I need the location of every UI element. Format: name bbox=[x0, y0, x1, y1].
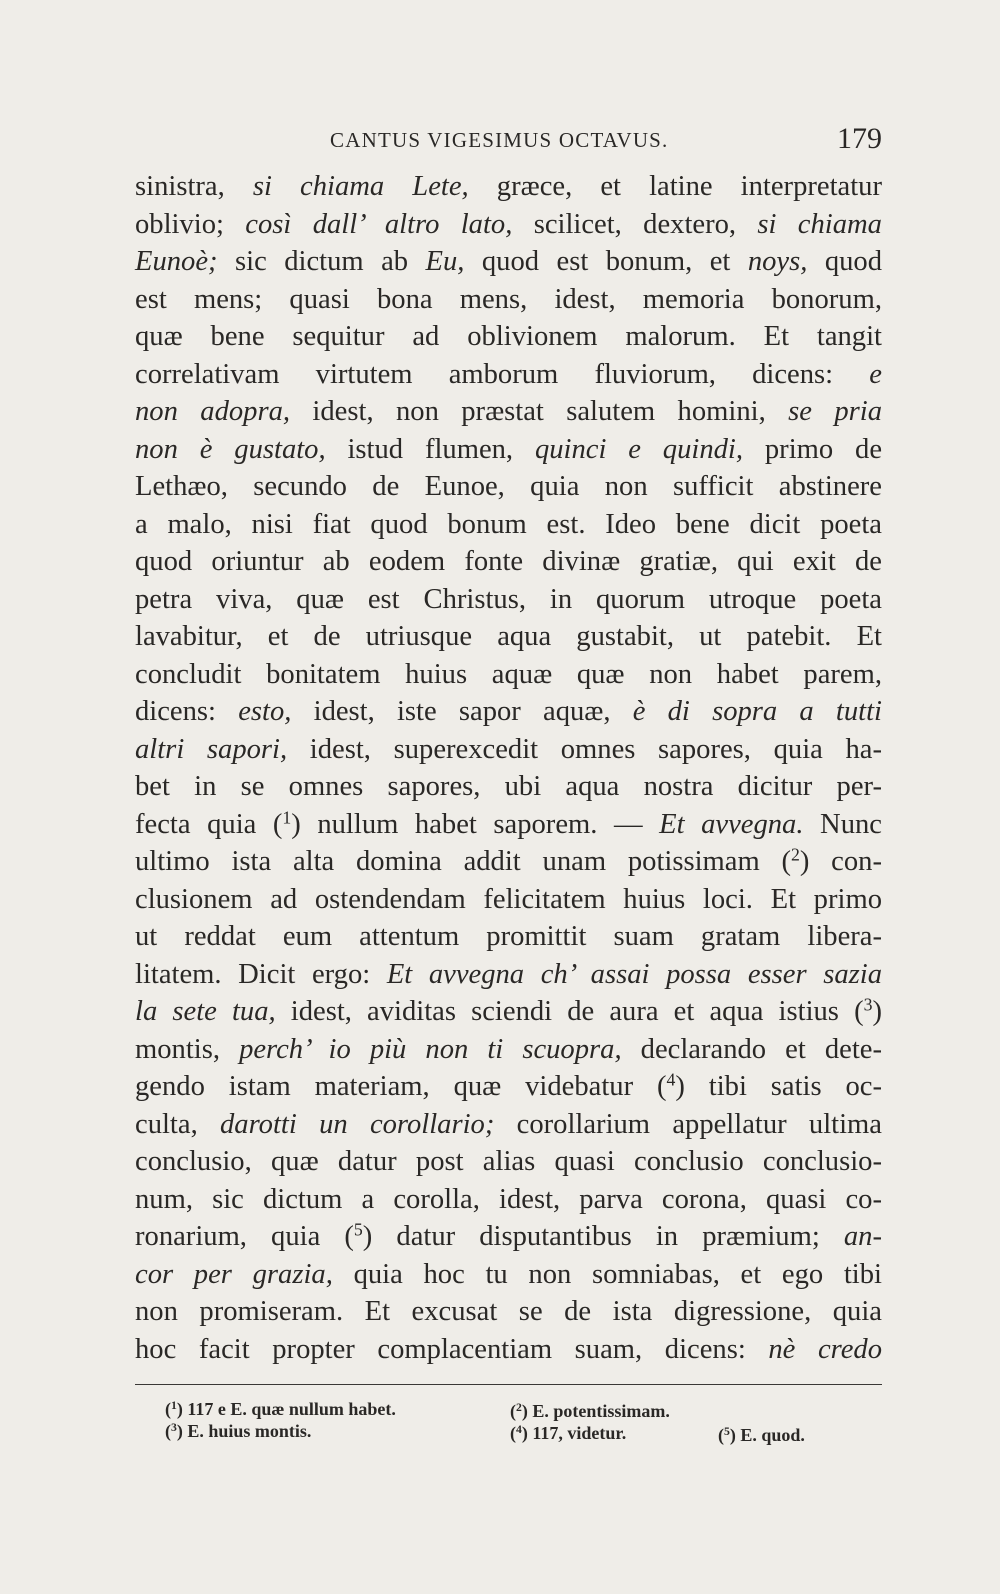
text-line bbox=[135, 356, 882, 394]
italic-quote: si chiama bbox=[757, 208, 882, 240]
body-text bbox=[135, 168, 882, 1368]
text-run: primo de bbox=[743, 433, 883, 465]
footnote-1: ($^1$) 117 e E. quæ nullum habet. bbox=[165, 1399, 396, 1419]
text-run: concludit bonitatem huius aquæ quæ non habet parem, bbox=[135, 658, 882, 690]
text-run: declarando et dete- bbox=[621, 1033, 882, 1065]
italic-quote: darotti un corollario; bbox=[220, 1108, 495, 1140]
text-run: idest, iste sapor aquæ, bbox=[291, 696, 633, 727]
text-run: sic dictum ab bbox=[217, 246, 426, 277]
italic-quote: altri sapori, bbox=[135, 733, 288, 765]
text-line bbox=[135, 468, 882, 506]
footnote-ref: 2 bbox=[791, 844, 800, 865]
text-run: non promiseram. Et excusat se de ista digressione, quia bbox=[135, 1296, 882, 1327]
text-run: gendo istam materiam, quæ videbatur ( bbox=[135, 1071, 667, 1102]
text-run: quod bbox=[807, 246, 883, 277]
footnote-text: 117, videtur. bbox=[532, 1423, 627, 1443]
text-run: correlativam virtutem amborum fluviorum, dicens: bbox=[135, 358, 870, 390]
footnote-divider bbox=[135, 1384, 882, 1385]
text-line bbox=[135, 768, 882, 806]
text-run: petra viva, quæ est Christus, in quorum utroque poeta bbox=[135, 583, 882, 615]
text-line bbox=[135, 243, 882, 281]
text-run: culta, bbox=[135, 1108, 220, 1140]
footnote-3: ($^3$) E. huius montis. bbox=[165, 1421, 312, 1441]
text-line bbox=[135, 1256, 882, 1294]
italic-quote: Et avvegna ch’ assai possa esser sazia bbox=[386, 958, 883, 990]
italic-quote: cor per grazia, bbox=[135, 1258, 333, 1290]
text-run: bet in se omnes sapores, ubi aqua nostra dicitur per- bbox=[135, 771, 882, 802]
text-run: Nunc bbox=[803, 808, 882, 840]
text-line bbox=[135, 1331, 882, 1369]
text-run: fecta quia ( bbox=[135, 808, 283, 840]
text-line bbox=[135, 1106, 882, 1144]
text-run: ) tibi satis oc- bbox=[675, 1071, 882, 1102]
text-line bbox=[135, 843, 882, 881]
italic-quote: se pria bbox=[788, 396, 882, 427]
text-run: conclusio, quæ datur post alias quasi conclusio conclusio- bbox=[135, 1146, 882, 1177]
text-line bbox=[135, 206, 882, 244]
text-line bbox=[135, 506, 882, 544]
text-run: dicens: bbox=[135, 696, 239, 727]
text-run: idest, aviditas sciendi de aura et aqua istius ( bbox=[275, 996, 864, 1027]
text-line bbox=[135, 956, 882, 994]
text-line bbox=[135, 318, 882, 356]
text-run: oblivio; bbox=[135, 208, 246, 240]
text-run: ultimo ista alta domina addit unam potissimam ( bbox=[135, 846, 792, 877]
text-line bbox=[135, 1218, 882, 1256]
text-line bbox=[135, 431, 882, 469]
text-run: corollarium appellatur ultima bbox=[494, 1108, 882, 1140]
footnote-ref: 1 bbox=[282, 806, 292, 827]
text-line bbox=[135, 1031, 882, 1069]
text-run: ronarium, quia ( bbox=[135, 1221, 354, 1252]
footnote-4: ($^4$) 117, videtur. bbox=[510, 1423, 627, 1443]
text-run: scilicet, dextero, bbox=[512, 208, 758, 240]
text-line bbox=[135, 693, 882, 731]
italic-quote: così dall’ altro lato, bbox=[245, 208, 513, 240]
footnote-text: E. huius montis. bbox=[187, 1421, 312, 1441]
italic-quote: è di sopra a tutti bbox=[632, 696, 882, 727]
text-run: ut reddat eum attentum promittit suam gratam libera- bbox=[135, 921, 882, 952]
text-run: quæ bene sequitur ad oblivionem malorum. Et tangit bbox=[135, 321, 882, 352]
text-run: montis, bbox=[135, 1033, 240, 1065]
italic-quote: esto, bbox=[238, 696, 292, 727]
italic-quote: quinci e quindi, bbox=[534, 433, 744, 465]
text-run: num, sic dictum a corolla, idest, parva corona, quasi co- bbox=[135, 1183, 882, 1215]
text-run: quod oriuntur ab eodem fonte divinæ gratiæ, qui exit de bbox=[135, 546, 882, 577]
text-run: a malo, nisi fiat quod bonum est. Ideo bene dicit poeta bbox=[135, 508, 882, 540]
text-line bbox=[135, 1181, 882, 1219]
italic-quote: perch’ io più non ti scuopra, bbox=[239, 1033, 622, 1065]
text-line bbox=[135, 581, 882, 619]
italic-quote: Eu, bbox=[425, 246, 465, 277]
running-title: CANTUS VIGESIMUS OCTAVUS. bbox=[330, 128, 669, 152]
text-line bbox=[135, 918, 882, 956]
text-run: istud flumen, bbox=[325, 433, 535, 465]
text-line bbox=[135, 1068, 882, 1106]
italic-quote: non è gustato, bbox=[135, 433, 326, 465]
text-run: ) bbox=[872, 996, 882, 1027]
text-line bbox=[135, 281, 882, 319]
italic-quote: noys, bbox=[747, 246, 808, 277]
italic-quote: e bbox=[869, 358, 882, 390]
page-number: 179 bbox=[837, 122, 882, 155]
text-line bbox=[135, 806, 882, 844]
footnote-ref: 3 bbox=[863, 994, 873, 1015]
footnote-ref: 5 bbox=[353, 1219, 363, 1240]
footnote-2: ($^2$) E. potentissimam. bbox=[510, 1401, 670, 1421]
text-line bbox=[135, 656, 882, 694]
text-run: idest, superexcedit omnes sapores, quia ha- bbox=[287, 733, 882, 765]
text-run: sinistra, bbox=[135, 171, 253, 202]
page-header bbox=[330, 122, 882, 162]
text-run: quia hoc tu non somniabas, et ego tibi bbox=[332, 1258, 882, 1290]
italic-quote: la sete tua, bbox=[135, 996, 276, 1027]
italic-quote: nè credo bbox=[768, 1333, 882, 1365]
text-run: quod est bonum, et bbox=[464, 246, 748, 277]
text-run: idest, non præstat salutem homini, bbox=[290, 396, 789, 427]
text-run: Lethæo, secundo de Eunoe, quia non sufficit abstinere bbox=[135, 471, 882, 502]
text-line bbox=[135, 393, 882, 431]
footnote-text: 117 e E. quæ nullum habet. bbox=[187, 1399, 396, 1419]
footnote-text: E. quod. bbox=[740, 1425, 805, 1445]
text-line bbox=[135, 881, 882, 919]
text-line bbox=[135, 168, 882, 206]
text-run: hoc facit propter complacentiam suam, dicens: bbox=[135, 1333, 769, 1365]
text-line bbox=[135, 1293, 882, 1331]
italic-quote: non adopra, bbox=[135, 396, 291, 427]
text-run: græce, et latine interpretatur bbox=[468, 171, 882, 202]
text-run: litatem. Dicit ergo: bbox=[135, 958, 387, 990]
italic-quote: Et avvegna. bbox=[659, 808, 804, 840]
text-run: est mens; quasi bona mens, idest, memoria bonorum, bbox=[135, 283, 882, 315]
footnote-5: ($^5$) E. quod. bbox=[718, 1425, 805, 1445]
text-run: ) datur disputantibus in præmium; bbox=[362, 1221, 844, 1252]
text-line bbox=[135, 993, 882, 1031]
text-run: ) con- bbox=[799, 846, 882, 877]
text-line bbox=[135, 618, 882, 656]
text-run: clusionem ad ostendendam felicitatem huius loci. Et primo bbox=[135, 883, 882, 915]
footnote-text: E. potentissimam. bbox=[532, 1401, 670, 1421]
italic-quote: Eunoè; bbox=[135, 246, 218, 277]
text-run: lavabitur, et de utriusque aqua gustabit, ut patebit. Et bbox=[135, 621, 882, 652]
text-run: ) nullum habet saporem. — bbox=[291, 808, 660, 840]
text-line bbox=[135, 1143, 882, 1181]
text-line bbox=[135, 731, 882, 769]
italic-quote: si chiama Lete, bbox=[252, 171, 469, 202]
text-line bbox=[135, 543, 882, 581]
footnote-ref: 4 bbox=[666, 1069, 676, 1090]
italic-quote: an- bbox=[843, 1221, 882, 1252]
